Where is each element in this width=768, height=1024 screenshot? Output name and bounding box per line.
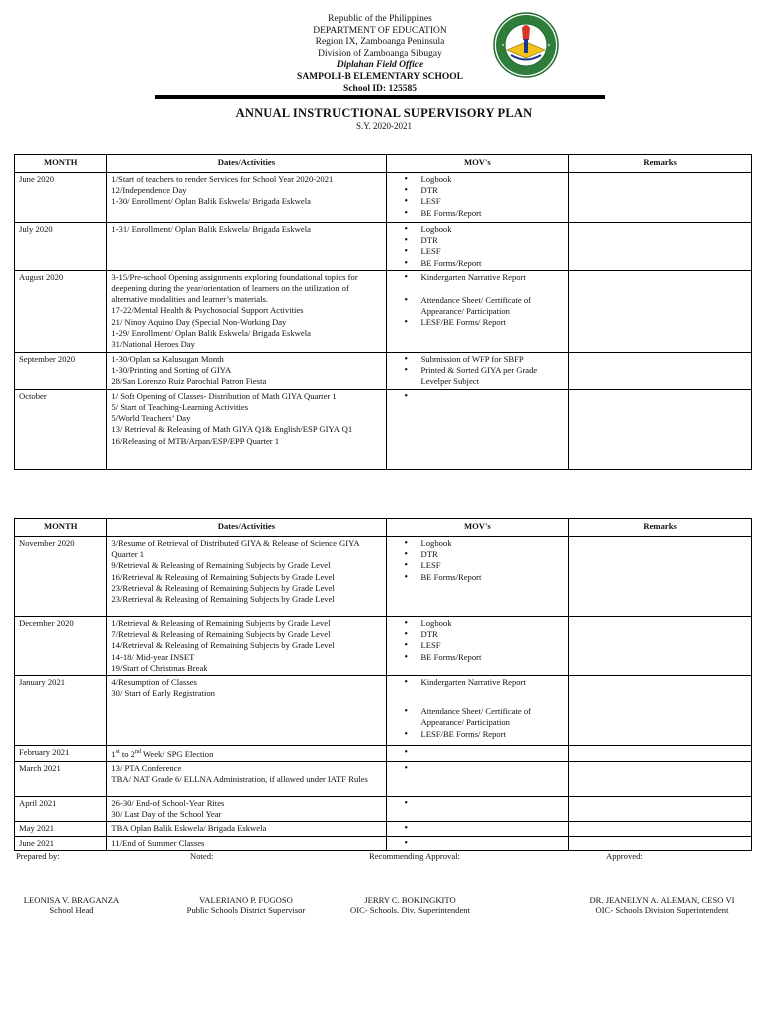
activity-line: 7/Retrieval & Releasing of Remaining Subjects by Grade Level [111,629,331,640]
mov-item: • DTR [421,235,565,246]
month-cell: May 2021 [15,822,107,836]
mov-item: • Submission of WFP for SBFP [421,354,565,365]
letterhead-division: Division of Zamboanga Sibugay [318,48,442,59]
plan-table-2 [14,518,752,851]
movs-cell [386,746,569,762]
activities-cell [107,352,386,389]
plan-table-1 [14,154,752,470]
month-cell: July 2020 [15,223,107,271]
activities-column-header: Dates/Activities [107,155,386,173]
movs-cell [386,223,569,271]
table-row [15,617,752,676]
mov-item: • LESF [421,246,565,257]
activity-line: 16/Releasing of MTB/Arpan/ESP/EPP Quarter 1 [111,435,280,446]
remarks-column-header: Remarks [569,519,752,537]
mov-item: • LESF/BE Forms/ Report [421,729,565,740]
signatory-name: JERRY C. BOKINGKITO [364,895,456,905]
activity-line: 31/National Heroes Day [111,339,195,350]
activity-line: 1-29/ Enrollment/ Oplan Balik Eskwela/ Brigada Eskwela [111,327,311,338]
activity-line: 1-30/Oplan sa Kalusugan Month [111,353,224,364]
movs-cell [386,537,569,617]
movs-cell [386,676,569,746]
activities-cell [107,797,386,822]
activity-line: 1-30/ Enrollment/ Oplan Balik Eskwela/ Brigada Eskwela [111,196,311,207]
mov-item: • Logbook [421,224,565,235]
remarks-cell [569,352,752,389]
table-header-row [15,155,752,173]
signatory-position: School Head [49,905,94,915]
movs-cell [386,797,569,822]
remarks-cell [569,676,752,746]
activity-line: 12/Independence Day [111,185,187,196]
noted-label: Noted: [190,851,214,861]
activity-line: 13/ PTA Conference [111,763,182,774]
signatory-div-superintendent [335,895,485,915]
activity-line: 23/Retrieval & Releasing of Remaining Subjects by Grade Level [111,594,335,605]
mov-item: • DTR [421,549,565,560]
mov-item: • Kindergarten Narrative Report [421,677,565,688]
approved-label: Approved: [606,851,643,861]
mov-item: • LESF [421,196,565,207]
activity-line: 5/ Start of Teaching-Learning Activities [111,402,249,413]
table-row [15,822,752,836]
activity-line: 3/Resume of Retrieval of Distributed GIYA & Release of Science GIYA Quarter 1 [111,538,360,560]
table-row [15,762,752,797]
movs-column-header: MOV's [386,519,569,537]
table-row [15,537,752,617]
activity-line: 26-30/ End-of School-Year Rites [111,798,225,809]
table-row [15,797,752,822]
activities-cell [107,537,386,617]
activity-line: 23/Retrieval & Releasing of Remaining Subjects by Grade Level [111,582,335,593]
activity-line: 17-22/Mental Health & Psychosocial Support Activities [111,305,304,316]
month-cell: June 2021 [15,836,107,850]
mov-item: • BE Forms/Report [421,652,565,663]
activity-line: 9/Retrieval & Releasing of Remaining Subjects by Grade Level [111,560,331,571]
activities-cell [107,676,386,746]
activities-cell [107,223,386,271]
remarks-cell [569,223,752,271]
letterhead [230,14,530,95]
month-cell: January 2021 [15,676,107,746]
signatory-position: OIC- Schools Division Superintendent [595,905,729,915]
mov-item: • BE Forms/Report [421,258,565,269]
mov-item: • BE Forms/Report [421,208,565,219]
activities-cell [107,173,386,223]
activity-line: 19/Start of Christmas Break [111,662,208,673]
movs-cell [386,836,569,850]
mov-item: • LESF/BE Forms/ Report [421,317,565,328]
mov-item: • Kindergarten Narrative Report [421,272,565,283]
month-cell: August 2020 [15,270,107,352]
remarks-cell [569,762,752,797]
signatory-position: OIC- Schools. Div. Superintendent [350,905,470,915]
remarks-cell [569,797,752,822]
signatory-school-head [14,895,129,915]
table-row [15,389,752,469]
activity-line: 21/ Ninoy Aquino Day (Special Non-Working Day [111,316,287,327]
letterhead-school-id: School ID: 125585 [343,83,417,94]
school-year: S.Y. 2020-2021 [355,121,413,131]
mov-item: • Logbook [421,538,565,549]
remarks-cell [569,537,752,617]
mov-item: • BE Forms/Report [421,572,565,583]
table-row [15,676,752,746]
remarks-cell [569,822,752,836]
month-cell: June 2020 [15,173,107,223]
activities-cell [107,389,386,469]
activity-line: 28/San Lorenzo Ruiz Parochial Patron Fiesta [111,376,267,387]
table-row [15,173,752,223]
mov-item: • DTR [421,629,565,640]
letterhead-school-name: SAMPOLI-B ELEMENTARY SCHOOL [297,71,463,82]
signatory-name: VALERIANO P. FUGOSO [199,895,293,905]
movs-column-header: MOV's [386,155,569,173]
prepared-by-label: Prepared by: [16,851,60,861]
activity-line: 1st to 2nd Week/ SPG Election [111,748,214,759]
table-row [15,746,752,762]
month-cell: April 2021 [15,797,107,822]
activity-line: 1-30/Printing and Sorting of GIYA [111,365,232,376]
activity-line: 1/ Soft Opening of Classes- Distribution of Math GIYA Quarter 1 [111,390,337,401]
month-column-header: MONTH [15,519,107,537]
month-cell: November 2020 [15,537,107,617]
letterhead-department: DEPARTMENT OF EDUCATION [313,25,447,36]
activities-cell [107,617,386,676]
letterhead-region: Region IX, Zamboanga Peninsula [315,37,445,48]
activities-cell [107,762,386,797]
activity-line: 14-18/ Mid-year INSET [111,651,195,662]
table-header-row [15,519,752,537]
month-cell: September 2020 [15,352,107,389]
signatory-position: Public Schools District Supervisor [186,905,306,915]
table-row [15,352,752,389]
movs-cell [386,352,569,389]
activity-line: 1-31/ Enrollment/ Oplan Balik Eskwela/ Brigada Eskwela [111,224,311,234]
mov-item: • DTR [421,185,565,196]
mov-item: • Attendance Sheet/ Certificate of Appearance/ Participation [421,295,565,317]
letterhead-field-office: Diplahan Field Office [336,60,424,71]
activity-line: 16/Retrieval & Releasing of Remaining Subjects by Grade Level [111,571,335,582]
activities-cell [107,746,386,762]
activity-line: 3-15/Pre-school Opening assignments exploring foundational topics for deepening during the year/orientation of learners on the utilization of alternative modalities and learner’s materials. [111,271,358,305]
signatory-district-supervisor [172,895,320,915]
month-cell: December 2020 [15,617,107,676]
activity-line: 4/Resumption of Classes [111,677,197,688]
remarks-cell [569,389,752,469]
header-divider [155,95,605,99]
signatory-schools-division-superintendent [572,895,752,915]
signatory-name: DR. JEANELYN A. ALEMAN, CESO VI [589,895,735,905]
mov-item: • LESF [421,640,565,651]
remarks-cell [569,617,752,676]
mov-item: • Printed & Sorted GIYA per Grade Levelper Subject [421,365,565,387]
movs-cell [386,617,569,676]
month-column-header: MONTH [15,155,107,173]
mov-item: • Attendance Sheet/ Certificate of Appearance/ Participation [421,706,565,728]
month-cell: March 2021 [15,762,107,797]
remarks-cell [569,270,752,352]
remarks-cell [569,173,752,223]
activity-line: 1/Retrieval & Releasing of Remaining Subjects by Grade Level [111,618,331,628]
movs-cell [386,389,569,469]
activity-line: TBA Oplan Balik Eskwela/ Brigada Eskwela [111,823,267,834]
activity-line: 30/ Last Day of the School Year [111,809,222,820]
activity-line: 1/Start of teachers to render Services for School Year 2020-2021 [111,174,334,184]
activities-cell [107,270,386,352]
deped-seal-icon [493,12,559,78]
remarks-column-header: Remarks [569,155,752,173]
activity-line: 14/Retrieval & Releasing of Remaining Subjects by Grade Level [111,640,335,651]
movs-cell [386,762,569,797]
movs-cell [386,822,569,836]
activity-line: 30/ Start of Early Registration [111,688,215,699]
activity-line: 11/End of Summer Classes [111,837,205,848]
activities-column-header: Dates/Activities [107,519,386,537]
letterhead-republic: Republic of the Philippines [328,14,432,24]
table-row [15,270,752,352]
mov-item: • LESF [421,560,565,571]
movs-cell [386,173,569,223]
document-title: ANNUAL INSTRUCTIONAL SUPERVISORY PLAN [235,106,533,120]
remarks-cell [569,746,752,762]
table-row [15,836,752,850]
month-cell: February 2021 [15,746,107,762]
mov-item: • Logbook [421,618,565,629]
mov-item: • Logbook [421,174,565,185]
month-cell: October [15,389,107,469]
movs-cell [386,270,569,352]
remarks-cell [569,836,752,850]
table-row [15,223,752,271]
signatory-name: LEONISA V. BRAGANZA [23,895,120,905]
activities-cell [107,836,386,850]
activity-line: 5/World Teachers’ Day [111,413,191,424]
recommending-approval-label: Recommending Approval: [369,851,460,861]
activities-cell [107,822,386,836]
activity-line: TBA/ NAT Grade 6/ ELLNA Administration, if allowed under IATF Rules [111,774,368,785]
activity-line: 13/ Retrieval & Releasing of Math GIYA Q1& English/ESP GIYA Q1 [111,424,353,435]
